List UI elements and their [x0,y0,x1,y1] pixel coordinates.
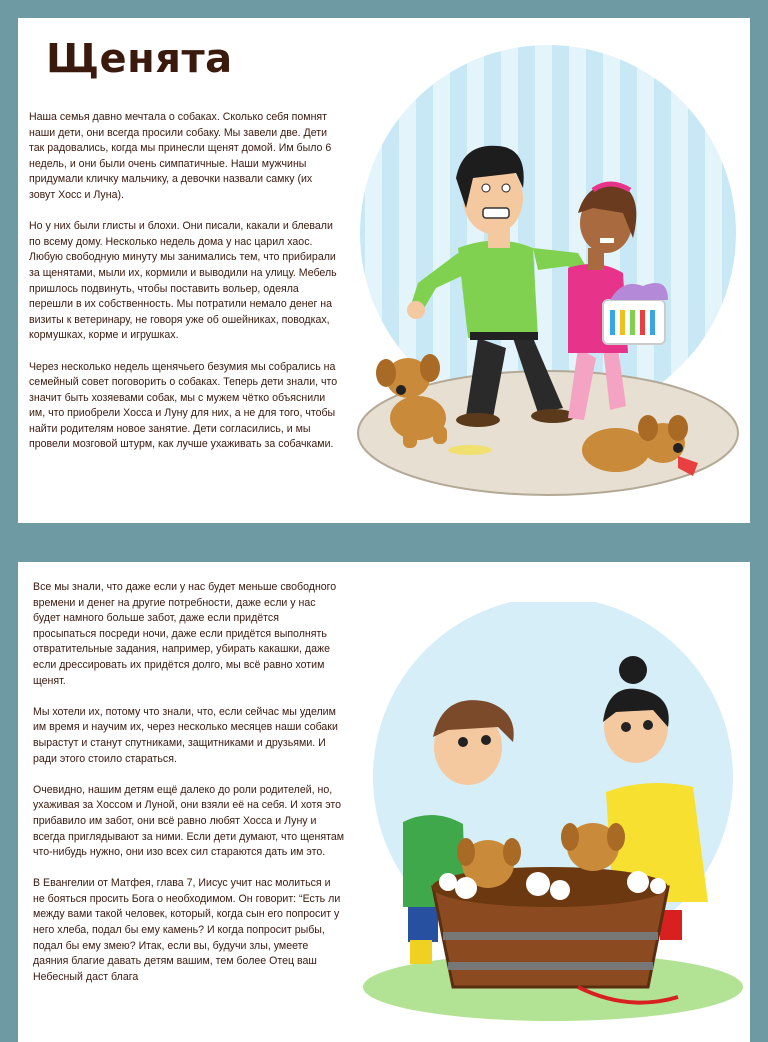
paragraph: Все мы знали, что даже если у нас будет меньше свободного времени и денег на другие потребности, даже если у нас будет намного больше забот, даже если придётся просыпаться посреди ночи, даже если придётся выполнять отвратительные задания, например, убирать какашки, даже если дрессировать их придётся долго, мы всё равно хотим щенят. [33,581,337,687]
paragraph: Мы хотели их, потому что знали, что, если сейчас мы уделим им время и научим их, через несколько месяцев наши собаки вырастут и станут спутниками, защитниками и друзьями. И ради этого стоило стараться. [33,705,338,765]
paragraph: Очевидно, нашим детям ещё далеко до роли родителей, но, ухаживая за Хоссом и Луной, они взяли её на себя. И хотя это прибавило им забот, они всё равно любят Хосса и Луну и всегда приглядывают за ними. Если дети думают, что щенятам что-нибудь нужно, они изо всех сил стараются дать им это. [33,783,345,859]
paragraph: В Евангелии от Матфея, глава 7, Иисус учит нас молиться и не бояться просить Бога о необходимом. Он говорит: “Есть ли между вами такой человек, который, когда сын его попросит у него хлеба, подал бы ему камень? И когда попросит рыбы, подал бы ему змею? Итак, если вы, будучи злы, умеете даяния благие давать детям вашим, тем более Отец ваш Небесный даст блага [33,877,341,983]
family-chaos-illustration [348,38,748,508]
paragraph: Через несколько недель щенячьего безумия мы собрались на семейный совет поговорить о собаках. Теперь дети знали, что значит быть хозяевами собак, мы с мужем чётко объяснили им, что приобрели Хосса и Луну для них, а не для того, чтобы найти родителям новое занятие. Дети согласились, и мы провели мозговой штурм, как лучше ухаживать за собачками. [29,360,338,451]
story-text-2 [33,580,345,1001]
page-2 [18,562,750,1042]
paragraph: Но у них были глисты и блохи. Они писали, какали и блевали по всему дому. Несколько недель дома у нас царил хаос. Любую свободную минуту мы занимались тем, что прибирали за щенятами, мыли их, кормили и выводили на улицу. Мебель пришлось подвинуть, чтобы поставить вольер, одеяла перешли в их собственность. Мы потратили немало денег на визиты к ветеринару, не говоря уже об ошейниках, поводках, кормушках, корме и игрушках. [29,220,337,342]
page-title: Щенята [46,36,233,82]
paragraph: Наша семья давно мечтала о собаках. Сколько себя помнят наши дети, они всегда просили собаку. Мы завели две. Дети так радовались, когда мы принесли щенят домой. Им было 6 недель, и они были очень симпатичные. Наши мужчины придумали кличку мальчику, а девочки назвали самку (их зовут Хосс и Луна). [29,111,332,201]
story-text-1 [29,110,339,469]
kids-bathing-puppies-illustration [348,602,748,1042]
page-1 [18,18,750,523]
